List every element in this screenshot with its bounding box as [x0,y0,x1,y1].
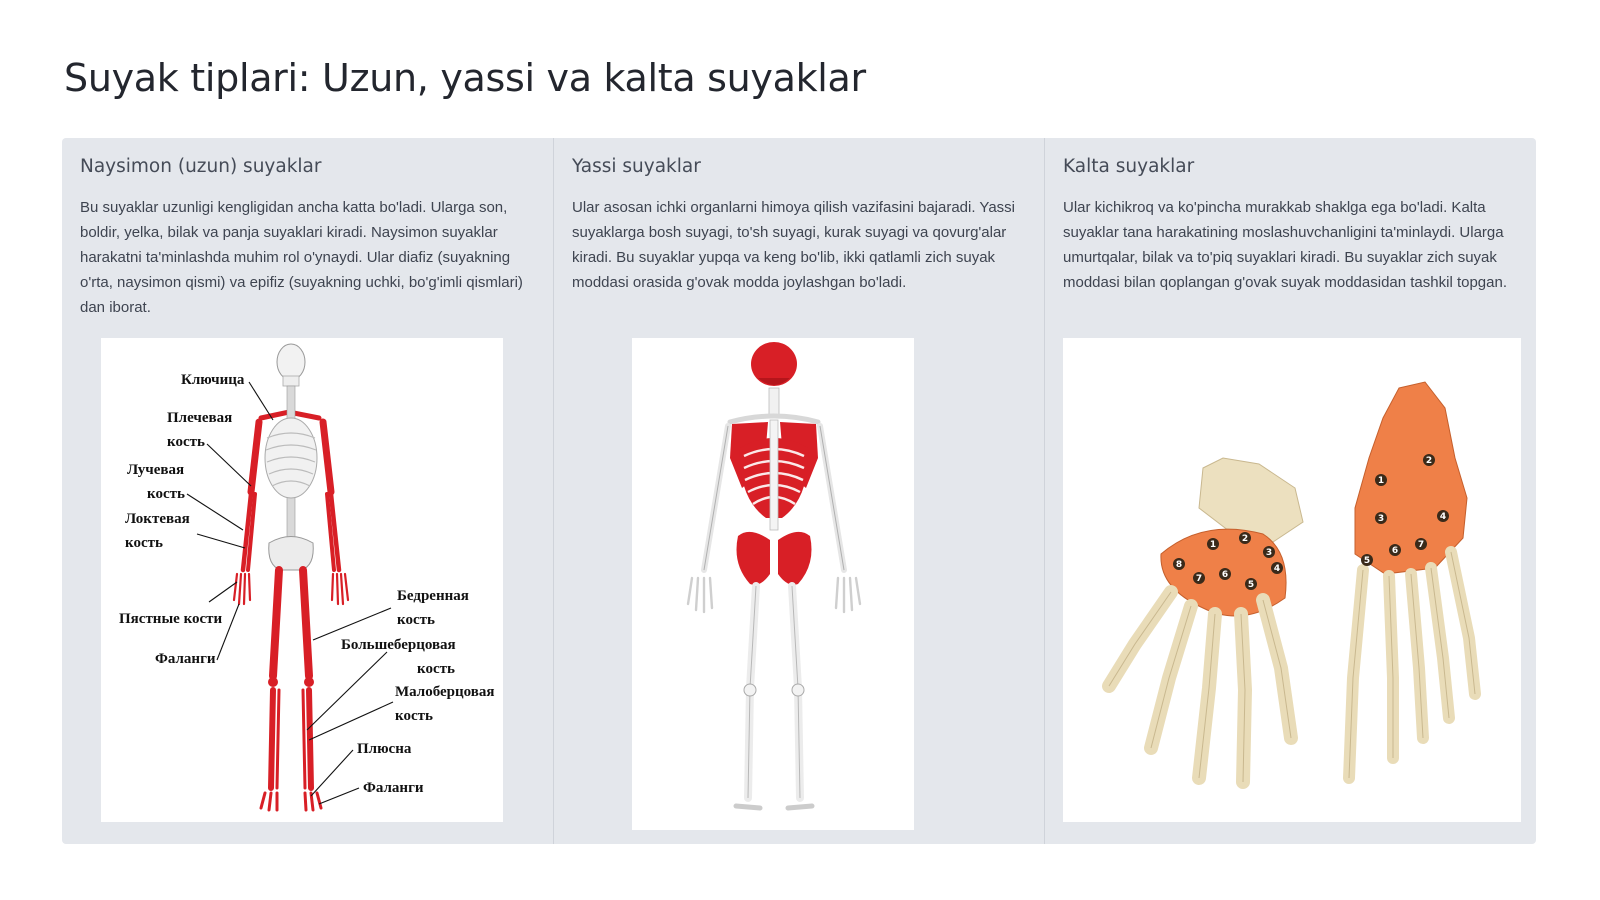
label-falangi-hand: Фаланги [155,651,216,667]
foot-number: 1 [1377,476,1385,486]
long-bones-skeleton-image [101,338,503,822]
foot-illustration [1349,382,1475,778]
label-maloberetsovaya: Малоберцовая [395,684,495,700]
column-description: Ular kichikroq va ko'pincha murakkab shaklga ega bo'ladi. Kalta suyaklar tana harakatining moslashuvchanligini ta'minlaydi. Ularga umurtqalar, bilak va to'piq suyaklari kiradi. Bu suyaklar zich suyak moddasi bilan qoplangan g'ovak suyak moddasidan tashkil topgan. [1063,199,1507,291]
label-pyastnye-kosti: Пястные кости [119,611,223,627]
label-loktevaya: Локтевая [125,511,190,527]
label-maloberetsovaya-kost: кость [395,708,433,724]
hand-number: 7 [1195,574,1203,584]
foot-number: 5 [1363,556,1371,566]
label-falangi-foot: Фаланги [363,780,424,796]
skeleton-flat-bones-illustration [632,338,914,830]
label-plechevaya: Плечевая [167,410,233,426]
foot-number: 6 [1391,546,1399,556]
foot-number: 3 [1377,514,1385,524]
column-heading: Kalta suyaklar [1063,156,1195,177]
column-heading: Naysimon (uzun) suyaklar [80,156,322,177]
foot-number: 4 [1439,512,1447,522]
column-heading: Yassi suyaklar [572,156,701,177]
label-luchevaya-kost: кость [147,486,185,502]
label-plechevaya-kost: кость [167,434,205,450]
label-bedrennaya-kost: кость [397,612,435,628]
skeleton-long-bones-illustration [101,338,503,822]
hand-number: 4 [1273,564,1281,574]
hand-number: 5 [1247,580,1255,590]
column-description: Bu suyaklar uzunligi kengligidan ancha katta bo'ladi. Ularga son, boldir, yelka, bilak va panja suyaklari kiradi. Naysimon suyaklar harakatni ta'minlashda muhim rol o'ynaydi. Ular diafiz (suyakning o'rta, naysimon qismi) va epifiz (suyakning uchki, bo'g'imli qismlari) dan iborat. [80,199,523,316]
column-description: Ular asosan ichki organlarni himoya qilish vazifasini bajaradi. Yassi suyaklarga bosh suyagi, to'sh suyagi, kurak suyagi va qovurg'alar kiradi. Bu suyaklar yupqa va keng bo'lib, ikki qatlamli zich suyak moddasi orasida g'ovak modda joylashgan bo'ladi. [572,199,1015,291]
label-bolshebertsovaya: Большеберцовая [341,637,456,653]
page-title: Suyak tiplari: Uzun, yassi va kalta suyaklar [64,56,866,100]
foot-number: 2 [1425,456,1433,466]
label-klyuchitsa: Ключица [181,372,245,388]
hand-number: 3 [1265,548,1273,558]
hand-number: 8 [1175,560,1183,570]
column-flat-bones [553,138,1044,844]
hand-and-foot-bones-illustration [1063,338,1521,822]
column-short-bones [1044,138,1535,844]
label-loktevaya-kost: кость [125,535,163,551]
label-luchevaya: Лучевая [127,462,185,478]
flat-bones-skeleton-image [632,338,914,830]
hand-number: 2 [1241,534,1249,544]
column-long-bones [62,138,553,844]
content-panel [62,138,1536,844]
short-bones-hand-foot-image [1063,338,1521,822]
foot-number: 7 [1417,540,1425,550]
hand-illustration [1109,458,1303,782]
hand-number: 6 [1221,570,1229,580]
label-bedrennaya: Бедренная [397,588,469,604]
label-bolshebertsovaya-kost: кость [417,661,455,677]
label-plyusna: Плюсна [357,741,412,757]
hand-number: 1 [1209,540,1217,550]
